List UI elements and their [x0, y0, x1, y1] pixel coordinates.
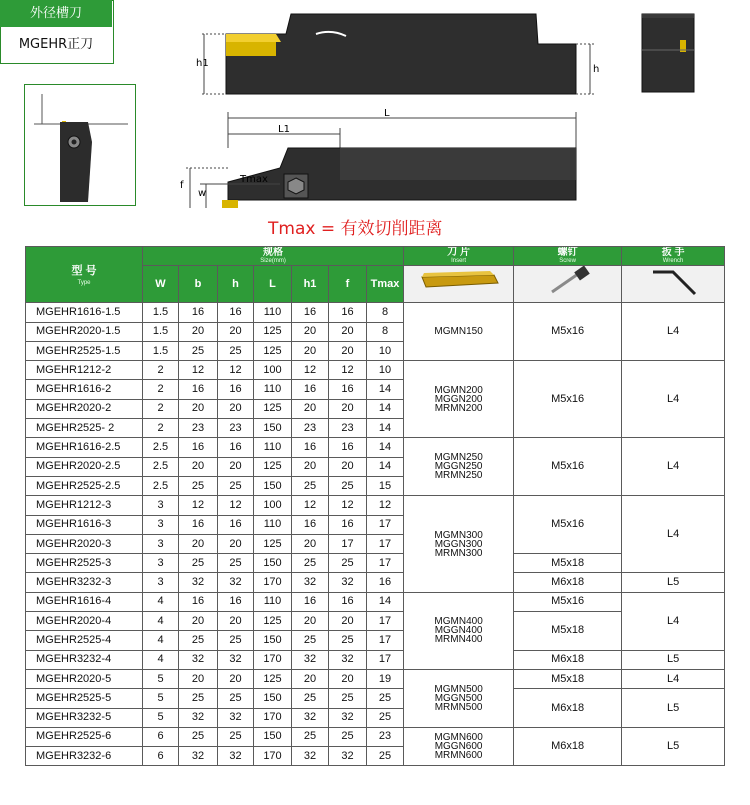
insert-group-7: MGMN600 MGGN600 MRMN600	[404, 727, 514, 766]
table-cell: 25	[367, 747, 404, 766]
screw-group-1: M5x16	[514, 303, 622, 361]
table-cell: MGEHR2020-1.5	[26, 322, 143, 341]
wrench-group-3: L4	[622, 438, 725, 496]
table-cell: 25	[218, 631, 254, 650]
table-cell: 25	[292, 554, 329, 573]
spec-table	[25, 246, 725, 766]
table-cell: 12	[179, 361, 218, 380]
table-cell: 2.5	[143, 457, 179, 476]
front-view-drawing	[636, 8, 700, 96]
wrench-group-4a: L4	[622, 496, 725, 573]
table-cell: 150	[254, 689, 292, 708]
table-cell: MGEHR2020-5	[26, 669, 143, 688]
table-cell: 16	[292, 515, 329, 534]
table-cell: 1.5	[143, 303, 179, 322]
col-h: h	[218, 266, 254, 303]
table-cell: 100	[254, 361, 292, 380]
table-cell: 20	[179, 669, 218, 688]
table-cell: 12	[367, 496, 404, 515]
table-cell: 20	[218, 399, 254, 418]
table-cell: MGEHR2525-2.5	[26, 476, 143, 495]
table-cell: 8	[367, 322, 404, 341]
table-cell: 16	[179, 438, 218, 457]
screw-group-7: M6x18	[514, 727, 622, 766]
table-cell: 32	[218, 573, 254, 592]
col-W: W	[143, 266, 179, 303]
table-cell: 32	[329, 708, 367, 727]
table-cell: MGEHR2525- 2	[26, 419, 143, 438]
table-cell: 20	[292, 534, 329, 553]
table-cell: 17	[367, 650, 404, 669]
table-cell: 16	[329, 303, 367, 322]
col-tmax: Tmax	[367, 266, 404, 303]
table-cell: 16	[292, 380, 329, 399]
table-cell: 12	[292, 496, 329, 515]
table-cell: 25	[329, 554, 367, 573]
table-cell: 20	[179, 534, 218, 553]
label-h: h	[593, 64, 600, 75]
header-screw: 螺钉 Screw	[514, 247, 622, 266]
table-cell: 1.5	[143, 341, 179, 360]
table-cell: 23	[218, 419, 254, 438]
label-L1: L1	[278, 124, 290, 135]
header-spec: 规格 Size(mm)	[143, 247, 404, 266]
table-cell: 12	[329, 361, 367, 380]
table-cell: 25	[329, 727, 367, 746]
table-cell: 17	[367, 631, 404, 650]
col-h1: h1	[292, 266, 329, 303]
header-type: 型 号 Type	[26, 247, 143, 303]
table-cell: 20	[292, 612, 329, 631]
table-cell: MGEHR1212-2	[26, 361, 143, 380]
insert-group-4: MGMN300 MGGN300 MRMN300	[404, 496, 514, 592]
table-cell: 20	[329, 669, 367, 688]
table-cell: 23	[179, 419, 218, 438]
table-cell: 125	[254, 612, 292, 631]
col-L: L	[254, 266, 292, 303]
screw-group-3: M5x16	[514, 438, 622, 496]
table-cell: 16	[179, 303, 218, 322]
table-cell: 20	[292, 457, 329, 476]
table-cell: 3	[143, 534, 179, 553]
table-cell: 16	[329, 438, 367, 457]
top-view-drawing	[180, 108, 600, 220]
insert-group-6: MGMN500 MGGN500 MRMN500	[404, 669, 514, 727]
table-cell: 16	[329, 515, 367, 534]
table-cell: 2.5	[143, 438, 179, 457]
table-cell: 16	[292, 592, 329, 611]
table-cell: 16	[179, 380, 218, 399]
table-cell: 25	[179, 476, 218, 495]
table-cell: 3	[143, 554, 179, 573]
table-cell: 16	[218, 303, 254, 322]
table-cell: 20	[179, 612, 218, 631]
table-cell: 110	[254, 303, 292, 322]
category-title: 外径槽刀	[0, 0, 112, 27]
table-row	[26, 554, 725, 573]
table-cell: 25	[179, 727, 218, 746]
table-cell: 20	[292, 341, 329, 360]
table-cell: 25	[292, 727, 329, 746]
table-cell: MGEHR2525-4	[26, 631, 143, 650]
table-cell: 25	[218, 476, 254, 495]
insert-image	[404, 266, 514, 303]
table-cell: 25	[218, 689, 254, 708]
table-cell: 2	[143, 361, 179, 380]
header-row-1	[26, 247, 725, 266]
table-cell: MGEHR2525-3	[26, 554, 143, 573]
table-cell: 14	[367, 380, 404, 399]
table-cell: MGEHR3232-6	[26, 747, 143, 766]
table-cell: 12	[218, 496, 254, 515]
table-cell: 125	[254, 399, 292, 418]
table-cell: 20	[179, 457, 218, 476]
table-cell: 25	[367, 708, 404, 727]
table-cell: 14	[367, 399, 404, 418]
table-cell: 16	[179, 592, 218, 611]
table-cell: 16	[218, 380, 254, 399]
header-insert: 刀 片 Insert	[404, 247, 514, 266]
screw-group-5c: M6x18	[514, 650, 622, 669]
table-row	[26, 612, 725, 631]
table-cell: 32	[179, 747, 218, 766]
table-cell: MGEHR2525-5	[26, 689, 143, 708]
wrench-image	[622, 266, 725, 303]
tmax-note: Tmax = 有效切削距离	[268, 219, 443, 239]
table-cell: 4	[143, 650, 179, 669]
screw-group-4a: M5x16	[514, 496, 622, 554]
table-row	[26, 689, 725, 708]
table-cell: 12	[218, 361, 254, 380]
table-cell: 125	[254, 534, 292, 553]
table-cell: 17	[367, 554, 404, 573]
table-cell: MGEHR1212-3	[26, 496, 143, 515]
table-row	[26, 592, 725, 611]
table-cell: 17	[367, 534, 404, 553]
side-view-drawing	[196, 4, 616, 110]
screw-group-6a: M5x18	[514, 669, 622, 688]
table-cell: 110	[254, 438, 292, 457]
table-cell: MGEHR2020-3	[26, 534, 143, 553]
table-row	[26, 438, 725, 457]
wrench-group-7: L5	[622, 727, 725, 766]
table-cell: 32	[179, 650, 218, 669]
table-cell: 20	[329, 457, 367, 476]
table-cell: 16	[179, 515, 218, 534]
table-cell: 25	[218, 554, 254, 573]
table-cell: 20	[218, 457, 254, 476]
screw-group-4c: M6x18	[514, 573, 622, 592]
table-cell: 150	[254, 476, 292, 495]
table-cell: 32	[329, 650, 367, 669]
table-cell: 19	[367, 669, 404, 688]
label-L: L	[384, 108, 390, 119]
wrench-group-6a: L4	[622, 669, 725, 688]
wrench-group-2: L4	[622, 361, 725, 438]
table-cell: MGEHR2525-1.5	[26, 341, 143, 360]
table-cell: 2.5	[143, 476, 179, 495]
screw-group-5a: M5x16	[514, 592, 622, 611]
table-cell: 25	[367, 689, 404, 708]
table-cell: MGEHR3232-3	[26, 573, 143, 592]
table-cell: 16	[292, 438, 329, 457]
title-box	[0, 0, 114, 64]
table-cell: 20	[292, 669, 329, 688]
table-cell: 25	[179, 689, 218, 708]
table-cell: 5	[143, 669, 179, 688]
table-cell: 125	[254, 322, 292, 341]
table-cell: 25	[218, 727, 254, 746]
label-h1: h1	[196, 58, 209, 69]
table-cell: 2	[143, 399, 179, 418]
table-cell: 32	[292, 747, 329, 766]
table-cell: 15	[367, 476, 404, 495]
table-row	[26, 573, 725, 592]
table-cell: 25	[292, 689, 329, 708]
table-cell: 32	[218, 747, 254, 766]
table-cell: 3	[143, 573, 179, 592]
table-cell: 10	[367, 361, 404, 380]
table-cell: 16	[292, 303, 329, 322]
table-cell: 32	[292, 573, 329, 592]
table-cell: 17	[367, 515, 404, 534]
table-cell: 150	[254, 554, 292, 573]
insert-group-1: MGMN150	[404, 303, 514, 361]
table-cell: 32	[218, 650, 254, 669]
table-row	[26, 727, 725, 746]
table-cell: 16	[329, 380, 367, 399]
table-cell: 110	[254, 515, 292, 534]
table-cell: 16	[367, 573, 404, 592]
table-cell: 14	[367, 419, 404, 438]
table-cell: 14	[367, 438, 404, 457]
table-cell: 4	[143, 592, 179, 611]
table-cell: 3	[143, 496, 179, 515]
table-cell: MGEHR3232-5	[26, 708, 143, 727]
table-cell: MGEHR3232-4	[26, 650, 143, 669]
table-cell: 20	[179, 399, 218, 418]
table-cell: 5	[143, 689, 179, 708]
table-cell: 6	[143, 747, 179, 766]
table-cell: 32	[179, 573, 218, 592]
table-cell: 20	[292, 399, 329, 418]
table-cell: 125	[254, 457, 292, 476]
table-cell: 170	[254, 573, 292, 592]
table-cell: 110	[254, 380, 292, 399]
table-cell: 12	[292, 361, 329, 380]
table-cell: 25	[179, 341, 218, 360]
table-cell: 17	[329, 534, 367, 553]
screw-group-2: M5x16	[514, 361, 622, 438]
table-cell: 16	[329, 592, 367, 611]
screw-image	[514, 266, 622, 303]
screw-group-6b: M6x18	[514, 689, 622, 728]
table-cell: 20	[218, 322, 254, 341]
table-cell: 20	[292, 322, 329, 341]
wrench-group-1: L4	[622, 303, 725, 361]
table-cell: 2	[143, 419, 179, 438]
table-row	[26, 496, 725, 515]
table-cell: 3	[143, 515, 179, 534]
table-cell: 16	[218, 438, 254, 457]
table-cell: 4	[143, 631, 179, 650]
table-cell: 6	[143, 727, 179, 746]
table-cell: 25	[292, 631, 329, 650]
table-cell: 25	[329, 476, 367, 495]
table-cell: 110	[254, 592, 292, 611]
label-w: w	[198, 188, 207, 199]
insert-group-2: MGMN200 MGGN200 MRMN200	[404, 361, 514, 438]
wrench-group-5a: L4	[622, 592, 725, 650]
insert-group-3: MGMN250 MGGN250 MRMN250	[404, 438, 514, 496]
table-cell: 25	[179, 554, 218, 573]
table-cell: 25	[292, 476, 329, 495]
table-cell: 10	[367, 341, 404, 360]
table-cell: MGEHR1616-2.5	[26, 438, 143, 457]
table-cell: 14	[367, 457, 404, 476]
table-cell: 150	[254, 419, 292, 438]
table-row	[26, 650, 725, 669]
table-cell: MGEHR1616-1.5	[26, 303, 143, 322]
table-cell: 8	[367, 303, 404, 322]
table-row	[26, 303, 725, 322]
table-cell: 4	[143, 612, 179, 631]
table-cell: MGEHR1616-3	[26, 515, 143, 534]
table-cell: 23	[329, 419, 367, 438]
wrench-group-4b: L5	[622, 573, 725, 592]
screw-group-5b: M5x18	[514, 612, 622, 651]
table-cell: 16	[218, 515, 254, 534]
table-cell: 16	[218, 592, 254, 611]
table-cell: 5	[143, 708, 179, 727]
table-cell: 170	[254, 747, 292, 766]
table-cell: 20	[329, 341, 367, 360]
table-cell: 32	[329, 573, 367, 592]
table-cell: 32	[292, 650, 329, 669]
table-cell: 125	[254, 341, 292, 360]
label-tmax: Tmax	[240, 174, 268, 185]
table-cell: MGEHR2020-2.5	[26, 457, 143, 476]
table-cell: 32	[329, 747, 367, 766]
table-cell: 100	[254, 496, 292, 515]
label-f: f	[180, 180, 184, 191]
table-cell: 14	[367, 592, 404, 611]
table-cell: 25	[179, 631, 218, 650]
wrench-group-5b: L5	[622, 650, 725, 669]
table-cell: 150	[254, 631, 292, 650]
table-cell: 170	[254, 650, 292, 669]
table-cell: MGEHR2020-4	[26, 612, 143, 631]
table-cell: 125	[254, 669, 292, 688]
table-cell: MGEHR1616-2	[26, 380, 143, 399]
table-cell: 20	[329, 399, 367, 418]
header-wrench: 扳 手 Wrench	[622, 247, 725, 266]
table-cell: 12	[179, 496, 218, 515]
table-cell: MGEHR2020-2	[26, 399, 143, 418]
table-cell: 20	[218, 534, 254, 553]
table-cell: 25	[329, 689, 367, 708]
table-cell: 20	[218, 612, 254, 631]
table-cell: 25	[218, 341, 254, 360]
table-cell: 20	[329, 322, 367, 341]
table-cell: 170	[254, 708, 292, 727]
table-cell: 2	[143, 380, 179, 399]
table-cell: 25	[329, 631, 367, 650]
table-cell: MGEHR2525-6	[26, 727, 143, 746]
table-cell: 20	[218, 669, 254, 688]
table-cell: 150	[254, 727, 292, 746]
table-cell: 20	[329, 612, 367, 631]
table-cell: 17	[367, 612, 404, 631]
table-row	[26, 669, 725, 688]
screw-group-4b: M5x18	[514, 554, 622, 573]
table-cell: 32	[179, 708, 218, 727]
wrench-group-6b: L5	[622, 689, 725, 728]
table-cell: 32	[218, 708, 254, 727]
tool-sketch	[24, 84, 136, 206]
table-cell: 23	[292, 419, 329, 438]
series-title: MGEHR正刀	[18, 37, 94, 52]
table-cell: MGEHR1616-4	[26, 592, 143, 611]
table-cell: 20	[179, 322, 218, 341]
col-f: f	[329, 266, 367, 303]
table-cell: 12	[329, 496, 367, 515]
table-cell: 32	[292, 708, 329, 727]
col-b: b	[179, 266, 218, 303]
table-cell: 23	[367, 727, 404, 746]
table-cell: 1.5	[143, 322, 179, 341]
table-row	[26, 361, 725, 380]
insert-group-5: MGMN400 MGGN400 MRMN400	[404, 592, 514, 669]
